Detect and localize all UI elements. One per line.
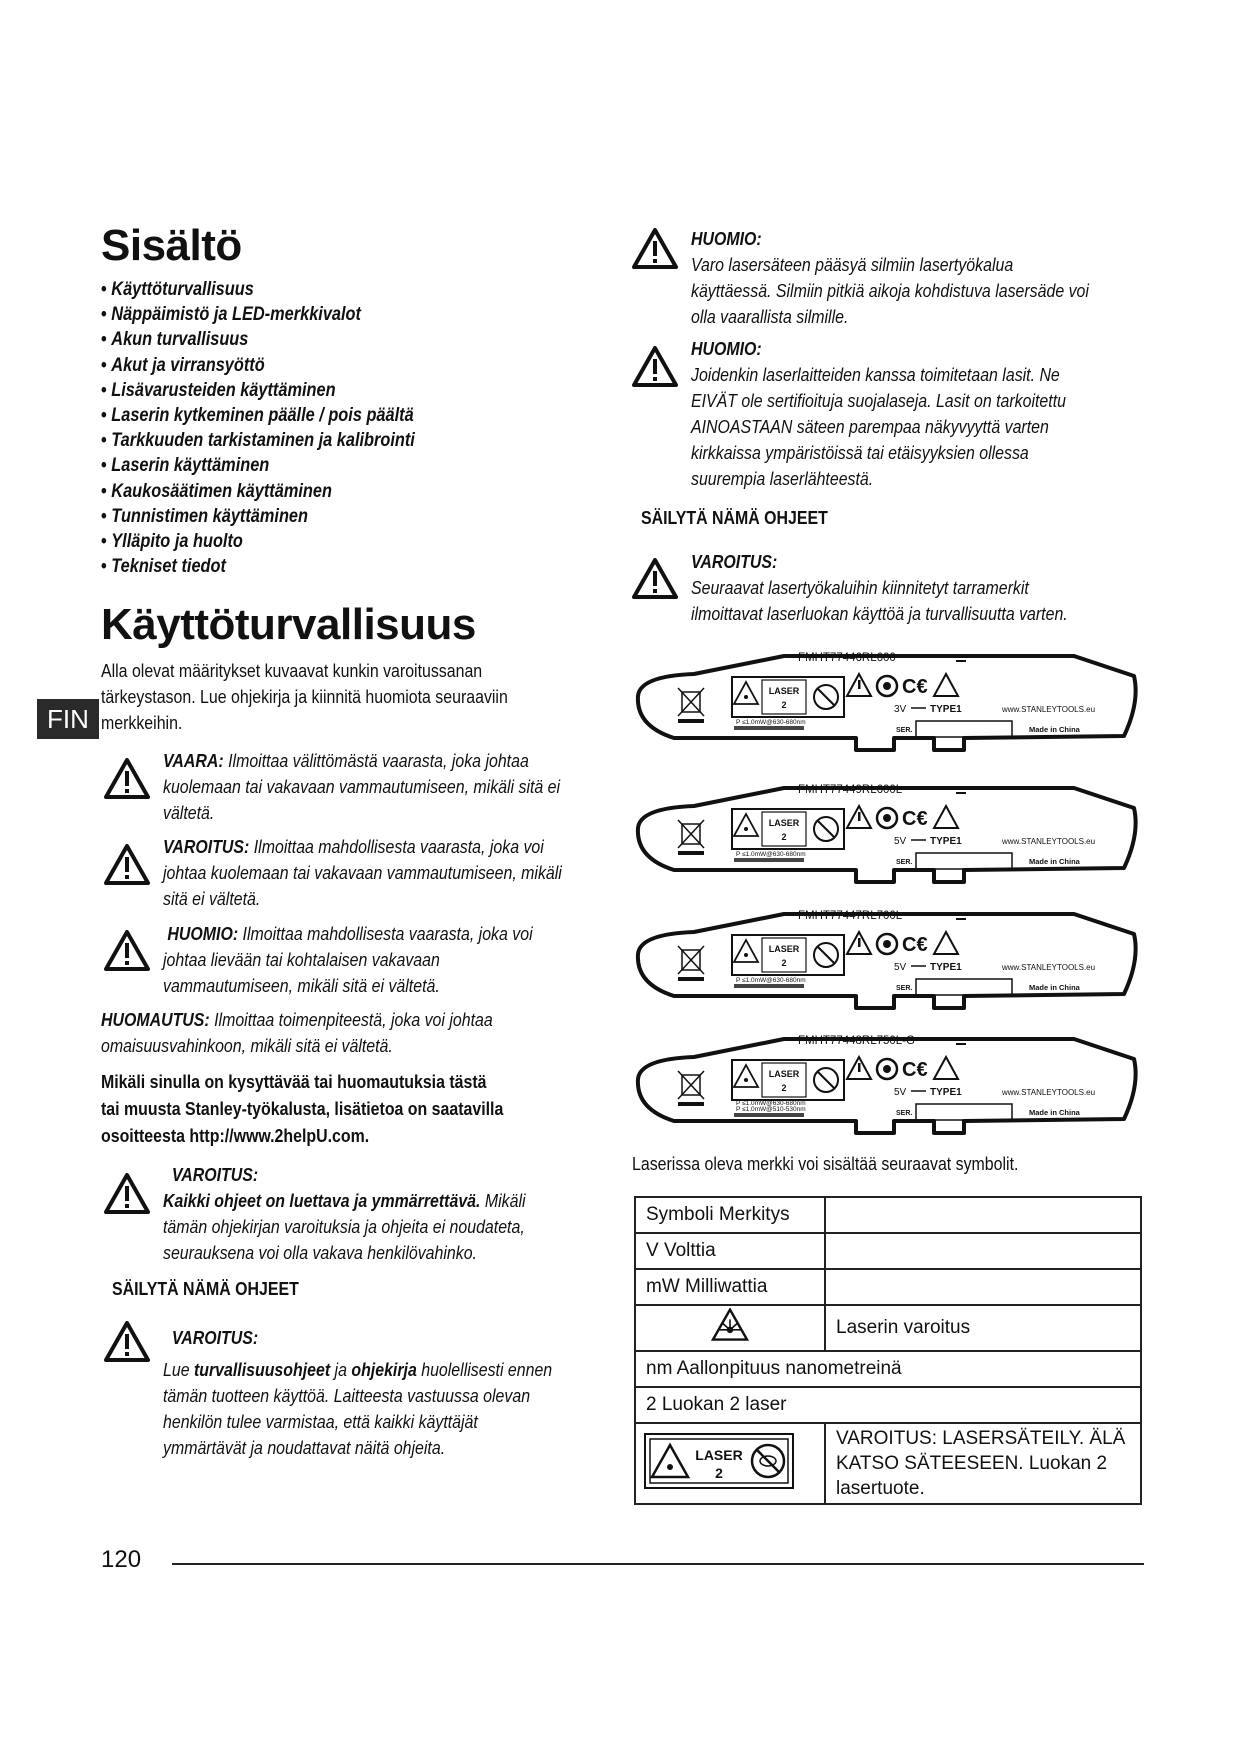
toc-list bbox=[101, 277, 466, 579]
svg-text:LASER: LASER bbox=[768, 818, 800, 828]
footer-rule bbox=[172, 1563, 1144, 1565]
laser-warning-icon bbox=[710, 1308, 750, 1342]
language-tab: FIN bbox=[37, 699, 99, 739]
warning-triangle-icon bbox=[632, 558, 678, 600]
contact-info: Mikäli sinulla on kysyttävää tai huomautuksia tästä tai muusta Stanley-työkalusta, lisätietoa on saatavilla osoitteesta http://www.2helpU.com. bbox=[101, 1071, 504, 1146]
toc-item: • Akun turvallisuus bbox=[101, 327, 415, 352]
svg-text:TYPE1: TYPE1 bbox=[930, 836, 962, 847]
svg-text:P ≤1.0mW@630-680nm: P ≤1.0mW@630-680nm bbox=[736, 851, 806, 858]
svg-text:LASER: LASER bbox=[768, 944, 800, 954]
toc-item: • Tarkkuuden tarkistaminen ja kalibrointi bbox=[101, 428, 415, 453]
svg-text:SER.: SER. bbox=[896, 727, 913, 734]
page-number: 120 bbox=[101, 1546, 142, 1573]
table-row bbox=[635, 1197, 1141, 1233]
svg-text:TYPE1: TYPE1 bbox=[930, 962, 962, 973]
toc-item: • Kaukosäätimen käyttäminen bbox=[101, 479, 415, 504]
toc-item: • Tunnistimen käyttäminen bbox=[101, 504, 415, 529]
caution-eye-exposure: HUOMIO: Varo lasersäteen pääsyä silmiin lasertyökalua käyttäessä. Silmiin pitkiä aikoja kohdistuva lasersäde voi olla vaarallista silmille. bbox=[691, 228, 1089, 327]
table-row: V Volttia bbox=[635, 1233, 1141, 1269]
svg-text:www.STANLEYTOOLS.eu: www.STANLEYTOOLS.eu bbox=[1002, 837, 1096, 846]
laser-label-graphic bbox=[634, 778, 1140, 884]
laser-label bbox=[634, 646, 1140, 752]
svg-text:C€: C€ bbox=[902, 808, 928, 830]
symbol-table bbox=[634, 1196, 1142, 1505]
svg-text:3V: 3V bbox=[894, 704, 907, 715]
toc-item: • Laserin kytkeminen päälle / pois päältä bbox=[101, 403, 415, 428]
warning-triangle-icon bbox=[104, 930, 150, 972]
svg-text:2: 2 bbox=[781, 700, 787, 710]
laser-label-graphic bbox=[634, 904, 1140, 1010]
svg-text:TYPE1: TYPE1 bbox=[930, 1087, 962, 1098]
svg-text:5V: 5V bbox=[894, 836, 907, 847]
svg-text:www.STANLEYTOOLS.eu: www.STANLEYTOOLS.eu bbox=[1002, 1088, 1096, 1097]
save-instructions-left: SÄILYTÄ NÄMÄ OHJEET bbox=[112, 1278, 299, 1299]
table-row: nm Aallonpituus nanometreinä bbox=[635, 1351, 1141, 1387]
svg-text:FMHT77448RL750L-G: FMHT77448RL750L-G bbox=[798, 1035, 915, 1047]
laser-label bbox=[634, 1029, 1140, 1135]
svg-text:P ≤1.0mW@630-680nm: P ≤1.0mW@630-680nm bbox=[736, 977, 806, 984]
svg-text:LASER: LASER bbox=[768, 686, 800, 696]
svg-text:C€: C€ bbox=[902, 1059, 928, 1081]
svg-text:LASER: LASER bbox=[768, 1069, 800, 1079]
toc-item: • Lisävarusteiden käyttäminen bbox=[101, 378, 415, 403]
svg-text:SER.: SER. bbox=[896, 859, 913, 866]
save-instructions-right: SÄILYTÄ NÄMÄ OHJEET bbox=[641, 507, 828, 528]
table-row: Laserin varoitus bbox=[635, 1305, 1141, 1351]
warning-definition: VAROITUS: Ilmoittaa mahdollisesta vaarasta, joka voi johtaa kuolemaan tai vakavaan vammautumiseen, mikäli sitä ei vältetä. bbox=[163, 836, 562, 909]
svg-text:Made in China: Made in China bbox=[1029, 857, 1080, 866]
toc-item: • Näppäimistö ja LED-merkkivalot bbox=[101, 302, 415, 327]
svg-text:2: 2 bbox=[781, 1083, 787, 1093]
caution-glasses: HUOMIO: Joidenkin laserlaitteiden kanssa toimitetaan lasit. Ne EIVÄT ole sertifioituja suojalaseja. Lasit on tarkoitettu AINOASTAAN säteen parempaa näkyvyyttä varten kirkkaissa ympäristöissä tai etäisyyksien ollessa suurempia laserlähteestä. bbox=[691, 338, 1066, 489]
warning-triangle-icon bbox=[104, 758, 150, 800]
laser-class-2-label-icon bbox=[644, 1433, 794, 1489]
svg-text:P ≤1.0mW@630-680nm: P ≤1.0mW@630-680nm bbox=[736, 1100, 806, 1107]
svg-text:www.STANLEYTOOLS.eu: www.STANLEYTOOLS.eu bbox=[1002, 963, 1096, 972]
toc-title: Sisältö bbox=[101, 221, 242, 270]
svg-text:Made in China: Made in China bbox=[1029, 725, 1080, 734]
svg-text:www.STANLEYTOOLS.eu: www.STANLEYTOOLS.eu bbox=[1002, 705, 1096, 714]
svg-text:SER.: SER. bbox=[896, 1110, 913, 1117]
danger-definition: VAARA: Ilmoittaa välittömästä vaarasta, joka johtaa kuolemaan tai vakavaan vammautumiseen, mikäli sitä ei vältetä. bbox=[163, 750, 561, 823]
warning-triangle-icon bbox=[632, 346, 678, 388]
safety-title: Käyttöturvallisuus bbox=[101, 600, 476, 649]
laser-label bbox=[634, 904, 1140, 1010]
svg-text:5V: 5V bbox=[894, 962, 907, 973]
svg-text:P ≤1.0mW@630-680nm: P ≤1.0mW@630-680nm bbox=[736, 719, 806, 726]
warning-triangle-icon bbox=[632, 228, 678, 270]
svg-text:P ≤1.0mW@510-530nm: P ≤1.0mW@510-530nm bbox=[736, 1106, 806, 1113]
notice-definition: HUOMAUTUS: Ilmoittaa toimenpiteestä, joka voi johtaa omaisuusvahinkoon, mikäli sitä ei vältetä. bbox=[101, 1009, 493, 1056]
svg-text:FMHT77449RL600L: FMHT77449RL600L bbox=[798, 784, 903, 796]
svg-text:5V: 5V bbox=[894, 1087, 907, 1098]
svg-text:2: 2 bbox=[781, 958, 787, 968]
safety-intro: Alla olevat määritykset kuvaavat kunkin varoitussanan tärkeystason. Lue ohjekirja ja kiinnitä huomiota seuraaviin merkkeihin. bbox=[101, 660, 508, 733]
symbols-intro: Laserissa oleva merkki voi sisältää seuraavat symbolit. bbox=[632, 1153, 1019, 1174]
toc-item: • Akut ja virransyöttö bbox=[101, 353, 415, 378]
svg-text:Made in China: Made in China bbox=[1029, 983, 1080, 992]
table-header: Symboli Merkitys bbox=[635, 1197, 825, 1233]
table-row: LASER 2 VAROITUS: LASERSÄTEILY. ÄLÄ KATSO SÄTEESEEN. Luokan 2 lasertuote. bbox=[635, 1423, 1141, 1504]
laser-label-graphic bbox=[634, 646, 1140, 752]
laser-label-graphic bbox=[634, 1029, 1140, 1135]
toc-item: • Ylläpito ja huolto bbox=[101, 529, 415, 554]
toc-item: • Laserin käyttäminen bbox=[101, 453, 415, 478]
caution-definition: HUOMIO: Ilmoittaa mahdollisesta vaarasta, joka voi johtaa lievään tai kohtalaisen vakavaan vammautumiseen, mikäli sitä ei vältetä. bbox=[163, 923, 533, 996]
svg-text:2: 2 bbox=[781, 832, 787, 842]
svg-text:SER.: SER. bbox=[896, 985, 913, 992]
laser-label bbox=[634, 778, 1140, 884]
warning-responsibility: VAROITUS: Lue turvallisuusohjeet ja ohjekirja huolellisesti ennen tämän tuotteen käyttöä. Laitteesta vastuussa olevan henkilön tulee varmistaa, että kaikki käyttäjät ymmärtävät ja noudattavat näitä ohjeita. bbox=[163, 1327, 553, 1458]
warning-triangle-icon bbox=[104, 1321, 150, 1363]
svg-text:LASER: LASER bbox=[695, 1446, 743, 1463]
svg-text:C€: C€ bbox=[902, 934, 928, 956]
svg-text:2: 2 bbox=[715, 1464, 723, 1481]
svg-text:FMHT77446RL600: FMHT77446RL600 bbox=[798, 652, 896, 664]
table-row: 2 Luokan 2 laser bbox=[635, 1387, 1141, 1423]
warning-triangle-icon bbox=[104, 844, 150, 886]
table-row: mW Milliwattia bbox=[635, 1269, 1141, 1305]
svg-text:TYPE1: TYPE1 bbox=[930, 704, 962, 715]
svg-text:FMHT77447RL700L: FMHT77447RL700L bbox=[798, 910, 903, 922]
warning-read-instructions: VAROITUS: Kaikki ohjeet on luettava ja ymmärrettävä. Mikäli tämän ohjekirjan varoituksia ja ohjeita ei noudateta, seurauksena voi olla vakava henkilövahinko. bbox=[163, 1164, 526, 1263]
svg-text:C€: C€ bbox=[902, 676, 928, 698]
warning-triangle-icon bbox=[104, 1173, 150, 1215]
warning-labels: VAROITUS: Seuraavat lasertyökaluihin kiinnitetyt tarramerkit ilmoittavat laserluokan käyttöä ja turvallisuutta varten. bbox=[691, 551, 1068, 624]
toc-item: • Tekniset tiedot bbox=[101, 554, 415, 579]
toc-item: • Käyttöturvallisuus bbox=[101, 277, 415, 302]
svg-text:Made in China: Made in China bbox=[1029, 1108, 1080, 1117]
